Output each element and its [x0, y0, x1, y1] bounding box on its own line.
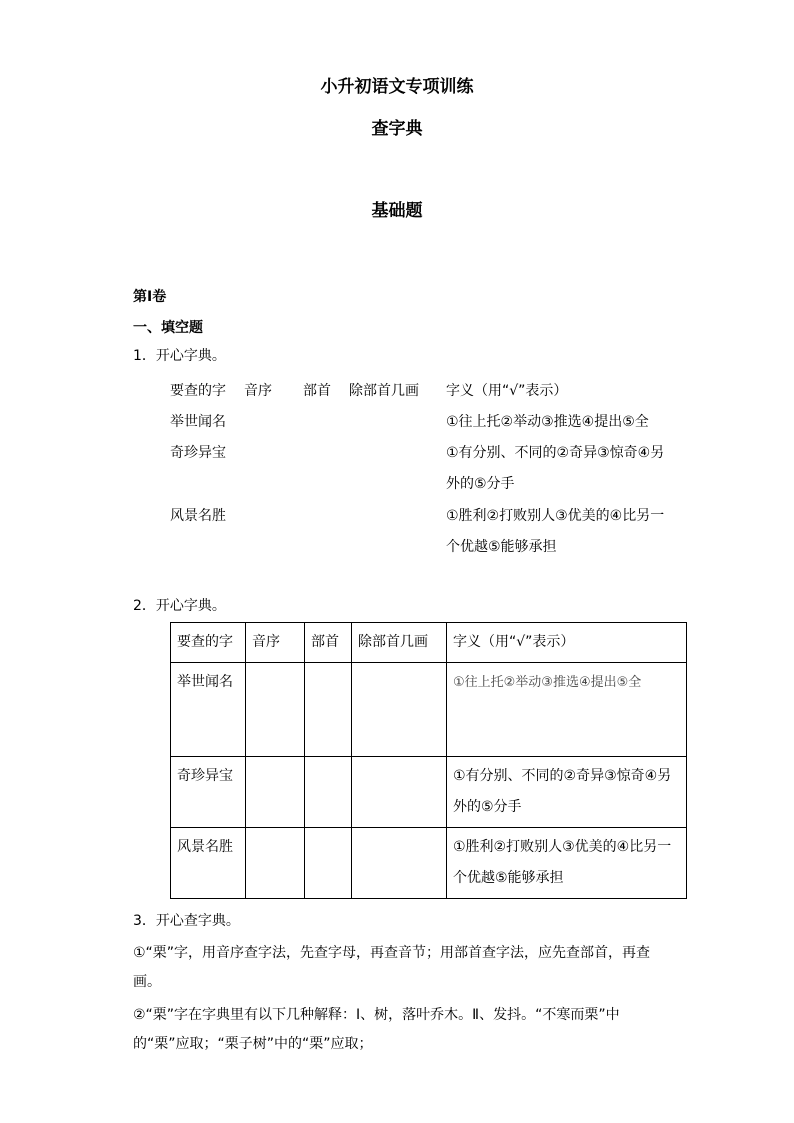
q3-p1-line: ①“栗”字，用音序查字法，先查字母，再查音节；用部首查字法，应先查部首，再查 [133, 945, 651, 961]
q2-row-meaning [447, 663, 687, 757]
q2-row-word: 举世闻名 [171, 663, 246, 757]
q1-row-meaning: 外的⑤分手 [446, 476, 515, 492]
q2-answer-cell[interactable] [305, 663, 352, 757]
q2-row-word: 风景名胜 [171, 828, 246, 899]
q3-paragraph-1 [133, 939, 673, 997]
q2-header-radical: 部首 [305, 623, 352, 663]
q2-answer-cell[interactable] [246, 663, 305, 757]
q3-p1-line: 画。 [133, 974, 161, 990]
q1-row-meaning: 个优越⑤能够承担 [446, 539, 557, 555]
q2-answer-cell[interactable] [305, 828, 352, 899]
volume-label: 第I卷 [133, 289, 167, 305]
q1-label: 1．开心字典。 [133, 348, 226, 364]
q1-row-meaning: ①胜利②打败别人③优美的④比另一 [446, 508, 665, 524]
level-heading: 基础题 [371, 201, 423, 221]
page-subtitle: 查字典 [371, 119, 423, 139]
meaning-line: 个优越⑤能够承担 [453, 870, 564, 886]
table-row [171, 828, 687, 899]
q2-answer-cell[interactable] [246, 757, 305, 828]
q3-p2-line: 的“栗”应取；“栗子树”中的“栗”应取； [133, 1036, 373, 1052]
q1-row-meaning: ①有分别、不同的②奇异③惊奇④另 [446, 445, 665, 461]
q1-row-word: 风景名胜 [170, 508, 226, 524]
q1-row-word: 奇珍异宝 [170, 445, 226, 461]
q2-header-pinyin: 音序 [246, 623, 305, 663]
q2-row-meaning [447, 757, 687, 828]
q3-paragraph-2 [133, 1001, 673, 1059]
q2-header-strokes: 除部首几画 [352, 623, 447, 663]
q2-answer-cell[interactable] [305, 757, 352, 828]
q1-row-word: 举世闻名 [170, 414, 226, 430]
q2-table [170, 622, 687, 899]
q2-answer-cell[interactable] [352, 663, 447, 757]
q1-header-word: 要查的字 [170, 383, 226, 399]
q2-label: 2．开心字典。 [133, 598, 226, 614]
page-title: 小升初语文专项训练 [320, 77, 474, 97]
q1-header-pinyin: 音序 [244, 383, 272, 399]
q3-label: 3．开心查字典。 [133, 913, 240, 929]
q1-row-meaning: ①往上托②举动③推选④提出⑤全 [446, 414, 649, 430]
q2-row-word: 奇珍异宝 [171, 757, 246, 828]
section-heading: 一、填空题 [133, 320, 203, 336]
q2-header-meaning: 字义（用“√”表示） [447, 623, 687, 663]
q2-answer-cell[interactable] [352, 757, 447, 828]
table-header-row [171, 623, 687, 663]
table-row [171, 757, 687, 828]
q2-row-meaning [447, 828, 687, 899]
q1-header-strokes: 除部首几画 [349, 383, 419, 399]
q3-p2-line: ②“栗”字在字典里有以下几种解释：Ⅰ、树，落叶乔木。Ⅱ、发抖。“不寒而栗”中 [133, 1007, 620, 1023]
meaning-line: 外的⑤分手 [453, 799, 522, 815]
table-row [171, 663, 687, 757]
meaning-line: ①有分别、不同的②奇异③惊奇④另 [453, 768, 672, 784]
q2-answer-cell[interactable] [246, 828, 305, 899]
q2-header-word: 要查的字 [171, 623, 246, 663]
meaning-line: ①胜利②打败别人③优美的④比另一 [453, 839, 672, 855]
meaning-line: ①往上托②举动③推选④提出⑤全 [453, 675, 642, 690]
q2-answer-cell[interactable] [352, 828, 447, 899]
q1-header-radical: 部首 [303, 383, 331, 399]
q1-header-meaning: 字义（用“√”表示） [446, 383, 568, 399]
